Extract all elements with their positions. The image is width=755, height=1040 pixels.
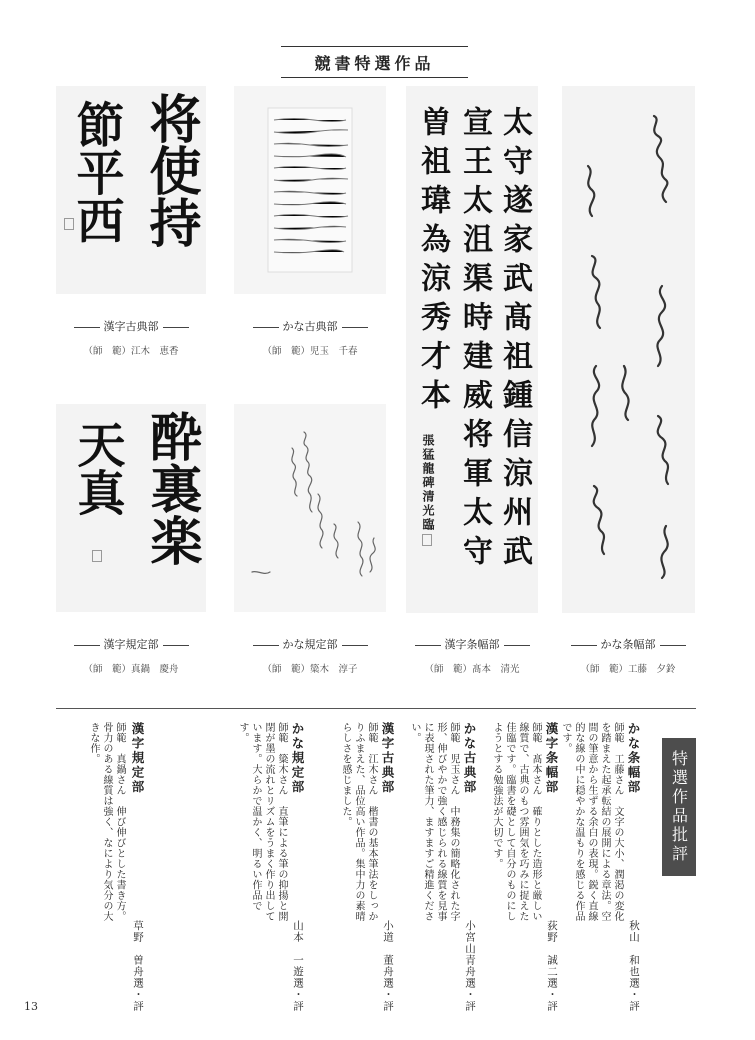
critique-judge: 草野 曽舟選・評 <box>132 920 144 1012</box>
kanji-col: 酔裏楽 <box>141 410 202 566</box>
critique-judge: 山本 一遊選・評 <box>292 920 304 1012</box>
critique-column <box>562 722 642 1012</box>
critique-category: 漢字規定部 <box>130 722 145 795</box>
critique-category: 漢字条幅部 <box>544 722 559 795</box>
kanji-col: 太守遂家武髙祖鍾信涼州武 <box>497 106 532 574</box>
critique-category: 漢字古典部 <box>380 722 395 795</box>
signature-line: 張猛龍碑清光臨 <box>421 434 435 532</box>
critique-column <box>226 722 306 1012</box>
critique-judge: 荻野 誠二選・評 <box>546 920 558 1012</box>
artwork-kanji-scroll <box>406 86 538 613</box>
critique-column <box>316 722 396 1012</box>
work-category: 漢字規定部 <box>56 636 206 652</box>
critique-judge: 小宮山青舟選・評 <box>464 920 476 1012</box>
seal-stamp <box>64 218 74 230</box>
artwork-kanji-standard <box>56 404 206 612</box>
work-caption <box>235 318 385 357</box>
critique-column <box>60 722 146 1012</box>
kana-brush-strokes <box>234 404 386 612</box>
critique-body: 師範 髙本さん 確りとした造形と厳しい線質で、古典のもつ雰囲気を巧みに捉えた佳臨です。臨書を礎として自分のものにしようとする勉強法が大切です。 <box>491 722 541 922</box>
work-category: かな条幅部 <box>553 636 703 652</box>
critique-body: 師範 工藤さん 文字の大小、潤渇の変化を踏まえた起承転結の展開による章法。空間の筆意から生ずる余白の表現。鋭く直線的な線の中に穏やかな温もりを感じる作品です。 <box>560 722 623 922</box>
critique-body: 師範 簗木さん 直筆による筆の抑揚と開閉が墨の流れとリズムをうまく作り出しています。大らかで温かく、明るい作品です。 <box>237 722 287 922</box>
work-category: かな古典部 <box>235 318 385 334</box>
kanji-col: 宣王太沮渠時建威将軍太守 <box>457 106 492 574</box>
work-teacher: （師 範）髙本 清光 <box>424 664 520 675</box>
critique-column <box>480 722 560 1012</box>
page-number: 13 <box>24 1000 38 1013</box>
critique-body: 師範 児玉さん 中務集の簡略化された字形、伸びやかで強く感じられる線質を見事に表現された筆力、ますますご精進ください。 <box>409 722 459 922</box>
critique-judge: 小道 董舟選・評 <box>382 920 394 1012</box>
critique-category: かな条幅部 <box>626 722 641 795</box>
work-category: 漢字条幅部 <box>397 636 547 652</box>
work-teacher: （師 範）江木 恵香 <box>83 346 179 357</box>
work-teacher: （師 範）真鍋 慶舟 <box>83 664 179 675</box>
work-caption <box>235 636 385 675</box>
work-category: かな規定部 <box>235 636 385 652</box>
critique-category: かな規定部 <box>290 722 305 795</box>
work-caption <box>56 318 206 357</box>
work-teacher: （師 範）児玉 千春 <box>262 346 358 357</box>
artwork-kana-standard <box>234 404 386 612</box>
seal-stamp <box>422 534 432 546</box>
work-teacher: （師 範）簗木 淳子 <box>262 664 358 675</box>
critique-judge: 秋山 和也選・評 <box>628 920 640 1012</box>
artwork-kanji-classic <box>56 86 206 294</box>
critique-body: 師範 江木さん 楷書の基本筆法をしっかりふまえた、品位高い作品。集中力の素晴らしさを感じました。 <box>340 722 377 922</box>
kanji-col: 節平西 <box>68 100 124 244</box>
artwork-kana-classic <box>234 86 386 294</box>
kana-script-lines <box>234 86 386 294</box>
critique-body: 師範 真鍋さん 伸び伸びとした書き方。骨力のある線質は強く、なにより気分の大きな作。 <box>88 722 125 922</box>
kanji-col: 将使持 <box>140 92 201 248</box>
section-header <box>281 46 468 74</box>
section-title: 競書特選作品 <box>314 54 435 73</box>
kanji-col: 曽祖瑋為涼秀才本 <box>415 106 450 418</box>
critique-column <box>398 722 478 1012</box>
section-divider <box>56 708 696 709</box>
work-teacher: （師 範）工藤 夕鈴 <box>580 664 676 675</box>
critique-category: かな古典部 <box>462 722 477 795</box>
work-category: 漢字古典部 <box>56 318 206 334</box>
kanji-col: 天真 <box>69 420 125 516</box>
artwork-kana-scroll <box>562 86 695 613</box>
critique-badge: 特選作品批評 <box>662 738 696 876</box>
work-caption <box>553 636 703 675</box>
work-caption <box>397 636 547 675</box>
seal-stamp <box>92 550 102 562</box>
kana-brush-strokes <box>562 86 695 613</box>
work-caption <box>56 636 206 675</box>
